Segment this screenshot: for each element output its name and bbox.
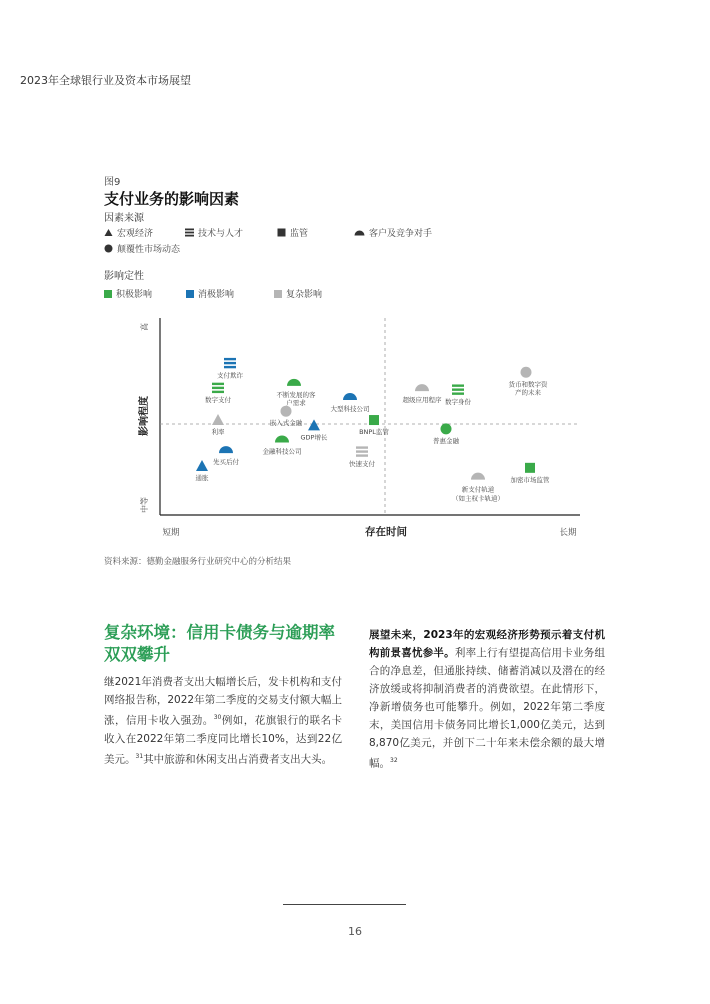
point-dome-marker bbox=[471, 473, 485, 480]
legend-label-tech: 技术与人才 bbox=[198, 229, 244, 239]
point-bars-marker-0 bbox=[212, 383, 224, 385]
left-paragraph-text-c: 其中旅游和休闲支出占消费者支出大头。 bbox=[143, 753, 333, 765]
point-label-5: 不断发展的客 bbox=[276, 390, 316, 399]
section-title: 复杂环境：信用卡债务与逾期率双双攀升 bbox=[104, 623, 335, 664]
point-bars-marker-1 bbox=[212, 387, 224, 389]
point-triangle-marker bbox=[196, 460, 208, 471]
data-point-13 bbox=[445, 384, 472, 406]
legend-label-macro: 宏观经济 bbox=[117, 229, 154, 239]
point-bars-marker-1 bbox=[224, 362, 236, 364]
legend-label-customer: 客户及竞争对手 bbox=[369, 229, 433, 239]
point-label-1: 数字支付 bbox=[205, 396, 231, 405]
legend-label-positive: 积极影响 bbox=[116, 290, 153, 300]
point-circle-marker bbox=[441, 423, 452, 434]
point-label-11: 快速支付 bbox=[349, 459, 375, 468]
figure-title: 支付业务的影响因素 bbox=[104, 190, 240, 208]
data-point-5 bbox=[277, 379, 317, 407]
figure-label: 图9 bbox=[104, 177, 121, 188]
point-label-3: 先买后付 bbox=[213, 458, 239, 467]
point-dome-marker bbox=[287, 379, 301, 386]
page-number: 16 bbox=[348, 925, 362, 938]
data-point-17 bbox=[511, 463, 551, 484]
point-label-7: 金融科技公司 bbox=[262, 447, 302, 456]
legend-label-regulation: 监管 bbox=[290, 229, 309, 239]
point-label-15: 货币和数字资 bbox=[508, 380, 548, 389]
data-point-10 bbox=[359, 415, 389, 436]
data-point-12 bbox=[403, 384, 443, 404]
point-bars-marker-1 bbox=[452, 388, 464, 390]
data-point-14 bbox=[433, 423, 460, 445]
data-point-11 bbox=[349, 446, 376, 468]
data-point-7 bbox=[263, 436, 302, 456]
footer-divider bbox=[283, 904, 406, 905]
legend-label-disruptive: 颠覆性市场动态 bbox=[117, 245, 181, 255]
x-tick-label-short: 短期 bbox=[162, 528, 180, 538]
point-square-marker bbox=[369, 415, 379, 425]
point-dome-marker bbox=[219, 446, 233, 453]
data-point-8 bbox=[301, 419, 328, 441]
legend-label-negative: 消极影响 bbox=[198, 290, 235, 300]
point-bars-marker-0 bbox=[356, 446, 368, 448]
point-dome-marker bbox=[415, 384, 429, 391]
point-label-13: 数字身份 bbox=[445, 397, 471, 406]
point-bars-marker-0 bbox=[224, 358, 236, 360]
data-point-16 bbox=[452, 473, 504, 503]
data-point-15 bbox=[509, 367, 549, 397]
point-bars-marker-2 bbox=[212, 391, 224, 393]
point-label-2: 利率 bbox=[211, 428, 225, 437]
footnote-ref-31: 31 bbox=[135, 752, 144, 760]
figure-source-note: 资料来源：德勤金融服务行业研究中心的分析结果 bbox=[104, 557, 292, 567]
point-label-12: 超级应用程序 bbox=[402, 396, 442, 405]
point-label-10: BNPL监管 bbox=[359, 428, 389, 437]
chart-marks bbox=[196, 358, 551, 503]
y-axis-label: 影响程度 bbox=[139, 396, 150, 436]
point-dome-marker bbox=[275, 436, 289, 443]
point-bars-marker-0 bbox=[452, 384, 464, 386]
footnote-ref-30: 30 bbox=[213, 714, 222, 721]
point-circle-marker bbox=[281, 406, 292, 417]
point-label-6: 嵌入式金融 bbox=[269, 419, 303, 428]
data-point-1 bbox=[205, 383, 232, 405]
point-square-marker bbox=[525, 463, 535, 473]
point-label-0: 支付欺诈 bbox=[217, 371, 243, 380]
data-point-6 bbox=[270, 406, 303, 428]
document-header: 2023年全球银行业及资本市场展望 bbox=[20, 74, 191, 87]
data-point-4 bbox=[196, 460, 210, 482]
point-label-16: 新支付轨道 bbox=[461, 485, 495, 494]
data-point-2 bbox=[212, 414, 226, 436]
right-paragraph-text: 利率上行有望提高信用卡业务组合的净息差，但通胀持续、储蓄消减以及潜在的经济放缓或将抑制消费者的消费欲望。在此情形下，净新增债务也可能攀升。例如，2022年第二季度末，美国信用卡债务同比增长1,000亿美元，达到8,870亿美元，并创下二十年来未偿余额的最大增幅。 bbox=[369, 647, 606, 770]
left-paragraph-text-a: 继2021年消费者支出大幅增长后，发卡机构和支付网络报告称，2022年第二季度的交易支付额大幅上涨，信用卡收入强劲。 bbox=[104, 676, 342, 727]
point-label-15-line2: 产的未来 bbox=[515, 388, 541, 397]
point-triangle-marker bbox=[212, 414, 224, 425]
point-label-17: 加密市场监管 bbox=[510, 475, 550, 484]
point-bars-marker-2 bbox=[452, 392, 464, 394]
data-point-9 bbox=[331, 393, 370, 413]
point-dome-marker bbox=[343, 393, 357, 400]
point-label-14: 普惠金融 bbox=[433, 436, 459, 445]
impact-legend-heading: 影响定性 bbox=[104, 271, 144, 282]
data-point-0 bbox=[217, 358, 244, 380]
right-paragraph-lead: 展望未来，2023年的宏观经济形势预示着支付机构前景喜忧参半。 bbox=[369, 629, 605, 659]
point-label-4: 通胀 bbox=[195, 474, 209, 483]
point-label-9: 大型科技公司 bbox=[330, 405, 370, 414]
y-tick-label-high: 高 bbox=[140, 323, 149, 331]
source-legend-heading: 因素来源 bbox=[104, 213, 144, 224]
data-point-3 bbox=[213, 446, 240, 466]
right-paragraph bbox=[369, 626, 605, 773]
left-paragraph bbox=[104, 673, 342, 768]
legend-label-complex: 复杂影响 bbox=[286, 290, 323, 300]
y-tick-label-medium: 中等 bbox=[140, 497, 149, 513]
point-bars-marker-1 bbox=[356, 450, 368, 452]
point-bars-marker-2 bbox=[224, 366, 236, 368]
x-axis-label: 存在时间 bbox=[365, 526, 407, 538]
left-paragraph-text-b: 例如，花旗银行的联名卡收入在2022年第二季度同比增长10%，达到22亿美元。 bbox=[104, 714, 343, 765]
point-label-5-line2: 户需求 bbox=[286, 398, 306, 407]
point-circle-marker bbox=[521, 367, 532, 378]
x-tick-label-long: 长期 bbox=[559, 528, 577, 538]
point-label-8: GDP增长 bbox=[300, 433, 328, 442]
point-triangle-marker bbox=[308, 419, 320, 430]
footnote-ref-32: 32 bbox=[390, 757, 398, 764]
point-label-16-sub: （如主权卡轨道） bbox=[452, 494, 504, 503]
point-bars-marker-2 bbox=[356, 454, 368, 456]
